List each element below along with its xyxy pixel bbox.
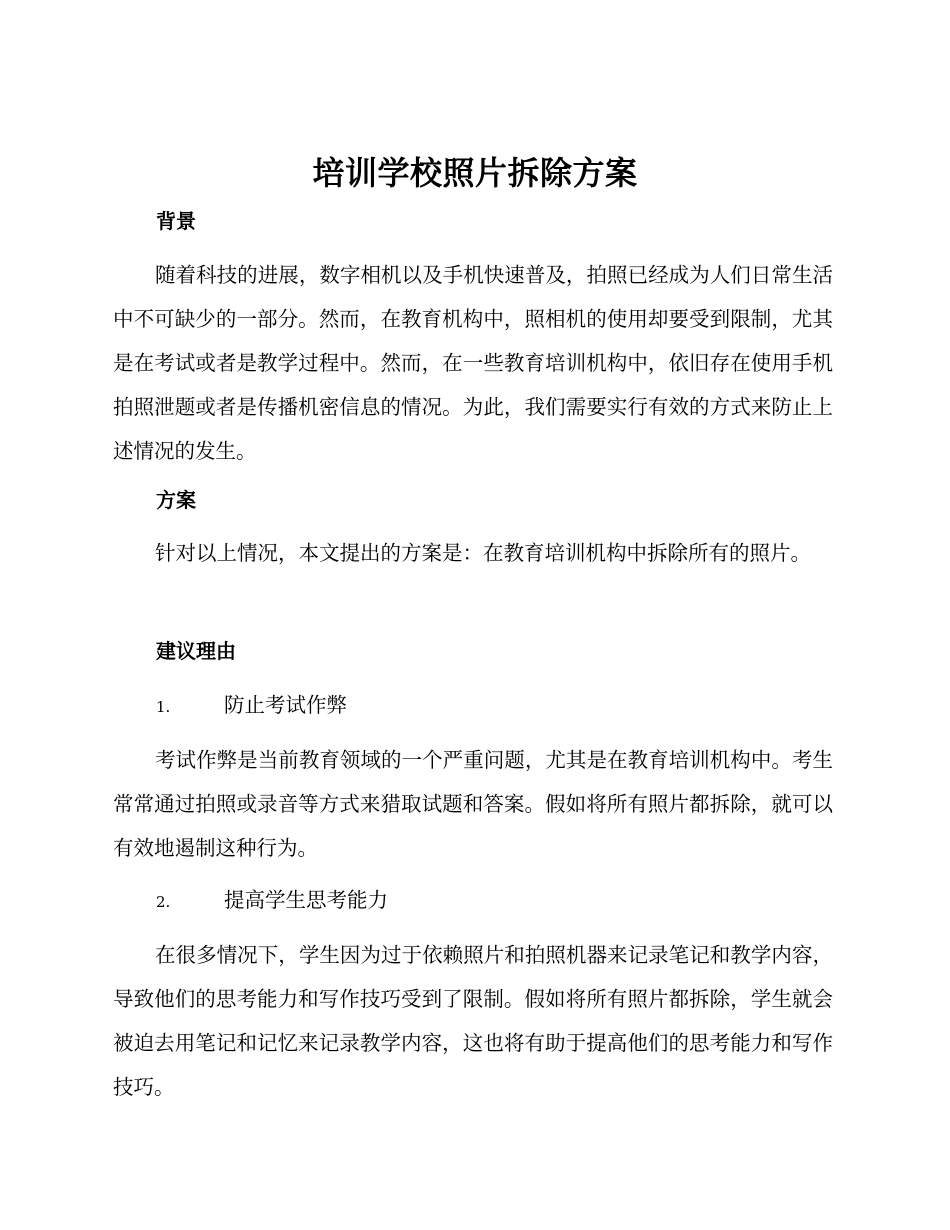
section-heading-reasons: 建议理由: [156, 639, 236, 663]
list-item-1: [156, 690, 347, 720]
background-paragraph: 随着科技的进展，数字相机以及手机快速普及，拍照已经成为人们日常生活中不可缺少的一部分。然而，在教育机构中，照相机的使用却要受到限制，尤其是在考试或者是教学过程中。然而，在一些教育培训机构中，依旧存在使用手机拍照泄题或者是传播机密信息的情况。为此，我们需要实行有效的方式来防止上述情况的发生。: [113, 263, 833, 463]
list-item-title: 防止考试作弊: [224, 693, 347, 717]
plan-paragraph: 针对以上情况，本文提出的方案是：在教育培训机构中拆除所有的照片。: [155, 541, 811, 565]
list-item-title: 提高学生思考能力: [224, 888, 388, 912]
reason-1-paragraph: 考试作弊是当前教育领域的一个严重问题，尤其是在教育培训机构中。考生常常通过拍照或录音等方式来猎取试题和答案。假如将所有照片都拆除，就可以有效地遏制这种行为。: [113, 748, 833, 860]
list-item-number: 2.: [156, 893, 171, 911]
document-title: 培训学校照片拆除方案: [312, 154, 638, 192]
list-item-2: [156, 885, 388, 915]
reason-2-paragraph: 在很多情况下，学生因为过于依赖照片和拍照机器来记录笔记和教学内容，导致他们的思考能力和写作技巧受到了限制。假如将所有照片都拆除，学生就会被迫去用笔记和记忆来记录教学内容，这也将有助于提高他们的思考能力和写作技巧。: [113, 943, 833, 1099]
section-heading-plan: 方案: [156, 488, 196, 512]
list-item-number: 1.: [156, 698, 171, 716]
section-heading-background: 背景: [156, 209, 196, 233]
